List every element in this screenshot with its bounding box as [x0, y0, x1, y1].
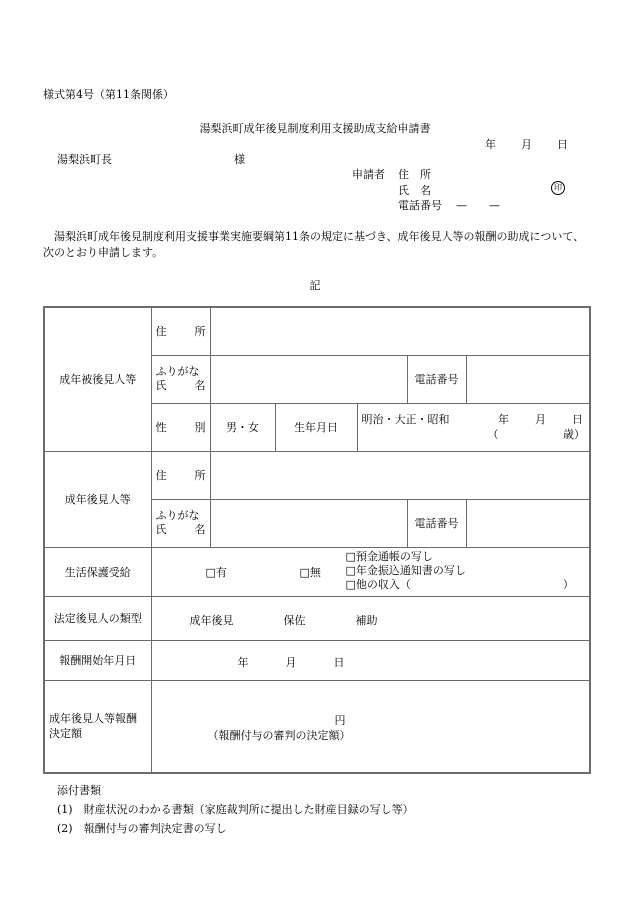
ward-birth-label: 生年月日: [275, 403, 357, 451]
applicant-phone-dashes: — —: [456, 199, 500, 212]
date-month: 月: [521, 138, 532, 151]
application-table: [43, 306, 591, 774]
applicant-phone-label: 電話番号: [398, 199, 442, 212]
guardian-label: 成年後見人等: [44, 451, 151, 547]
guardian-phone-field[interactable]: [466, 499, 590, 547]
guardian-phone-label: 電話番号: [407, 499, 466, 547]
seal-mark: 印: [551, 181, 565, 195]
start-date-label: 報酬開始年月日: [44, 640, 151, 680]
ward-phone-label: 電話番号: [407, 355, 466, 403]
type-assistance[interactable]: 補助: [355, 613, 378, 627]
honorific: 様: [234, 153, 245, 166]
income-other-checkbox[interactable]: □他の収入（ ）: [345, 577, 574, 591]
ward-name-label: ふりがな 氏 名: [151, 355, 210, 403]
guardian-address-label: 住 所: [151, 451, 210, 499]
welfare-yes-checkbox[interactable]: □有: [205, 565, 227, 579]
form-number: 様式第4号（第11条関係）: [43, 88, 174, 101]
ward-name-field[interactable]: [210, 355, 407, 403]
type-adult-guardianship[interactable]: 成年後見: [189, 613, 234, 627]
fee-note: （報酬付与の審判の決定額）: [207, 728, 351, 742]
ward-phone-field[interactable]: [466, 355, 590, 403]
type-label: 法定後見人の類型: [44, 596, 151, 640]
attachments-heading: 添付書類: [57, 784, 101, 797]
fee-field[interactable]: [151, 680, 590, 773]
fee-label: 成年後見人等報酬 決定額: [44, 680, 151, 773]
type-curatorship[interactable]: 保佐: [283, 613, 306, 627]
income-bankbook-checkbox[interactable]: □預金通帳の写し: [345, 549, 433, 563]
ki-mark: 記: [309, 279, 321, 292]
guardian-name-field[interactable]: [210, 499, 407, 547]
ward-sex-label: 性 別: [151, 403, 210, 451]
guardian-address-field[interactable]: [210, 451, 590, 499]
ward-birth-field[interactable]: 明治・大正・昭和 年 月 日 （ 歳）: [357, 403, 590, 451]
era-options: 明治・大正・昭和: [361, 413, 450, 426]
addressee: 湯梨浜町長: [57, 153, 112, 166]
ward-label: 成年被後見人等: [44, 307, 151, 451]
guardian-name-label: ふりがな 氏 名: [151, 499, 210, 547]
ward-sex-options[interactable]: 男・女: [210, 403, 275, 451]
welfare-no-checkbox[interactable]: □無: [299, 565, 321, 579]
date-day: 日: [557, 138, 568, 151]
date-year: 年: [485, 138, 496, 151]
fee-unit: 円: [334, 713, 346, 727]
income-pension-checkbox[interactable]: □年金振込通知書の写し: [345, 563, 466, 577]
applicant-label: 申請者: [352, 168, 385, 181]
ward-address-label: 住 所: [151, 307, 210, 355]
start-date-field[interactable]: 年 月 日: [151, 640, 590, 680]
type-field: [151, 596, 590, 640]
welfare-field: [151, 547, 590, 596]
application-paragraph: 湯梨浜町成年後見制度利用支援事業実施要綱第11条の規定に基づき、成年後見人等の報酬の助成について、次のとおり申請します。: [43, 230, 585, 259]
welfare-label: 生活保護受給: [44, 547, 151, 596]
ward-address-field[interactable]: [210, 307, 590, 355]
attachment-item-2: (2) 報酬付与の審判決定書の写し: [57, 822, 227, 835]
form-title: 湯梨浜町成年後見制度利用支援助成支給申請書: [199, 122, 431, 135]
applicant-name-label: 氏 名: [398, 184, 431, 197]
applicant-address-label: 住 所: [398, 168, 431, 181]
attachment-item-1: (1) 財産状況のわかる書類（家庭裁判所に提出した財産目録の写し等）: [57, 803, 414, 816]
